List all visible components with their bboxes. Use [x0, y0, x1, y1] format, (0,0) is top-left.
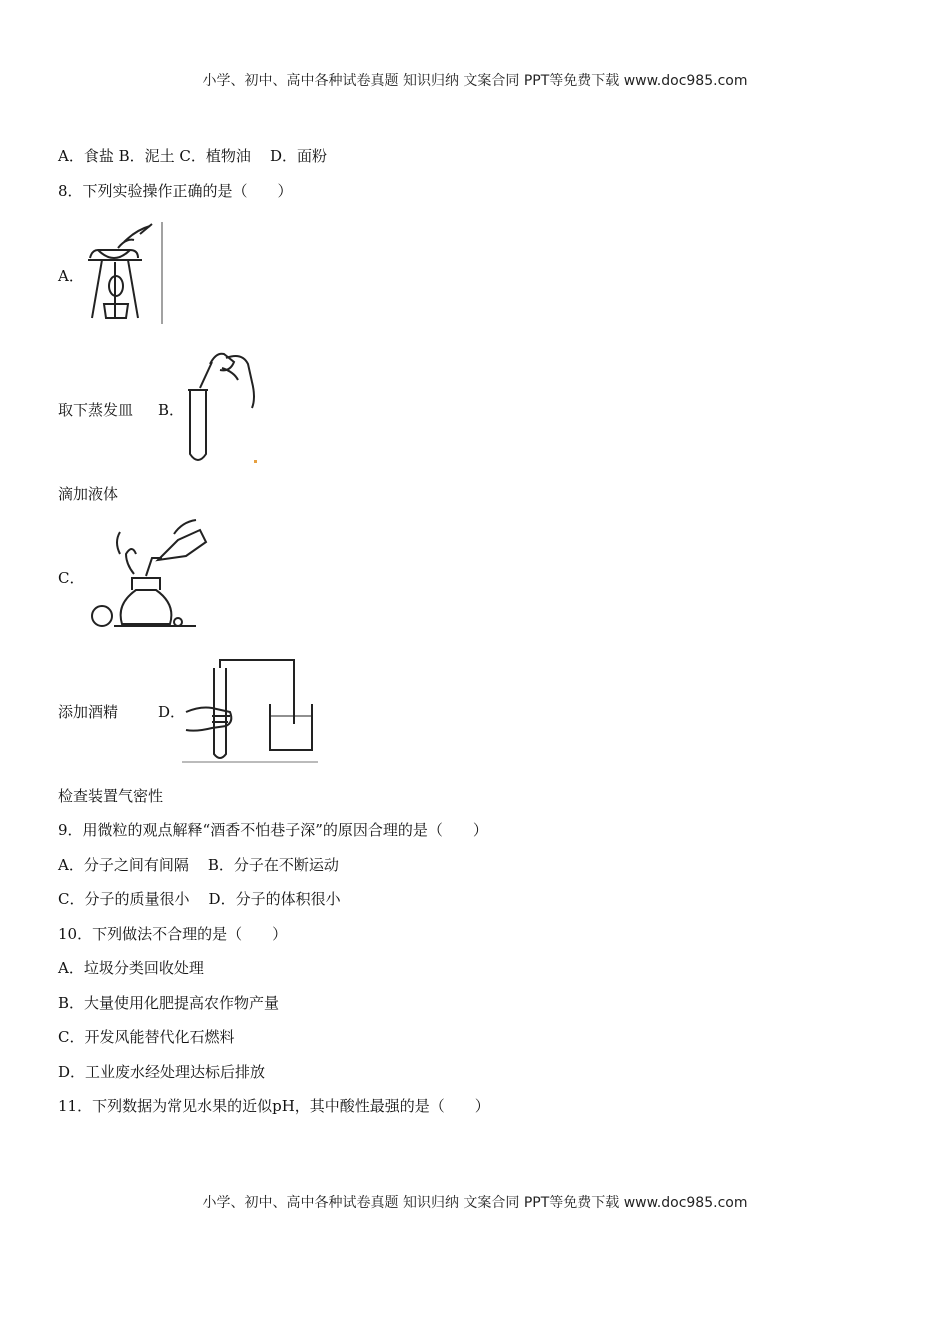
q8-option-d-letter: D．	[158, 703, 186, 721]
evaporating-dish-figure	[78, 220, 168, 326]
alcohol-lamp-figure	[86, 518, 210, 632]
q10-option-d: D．工业废水经处理达标后排放	[58, 1063, 266, 1081]
q10-stem: 10．下列做法不合理的是（ ）	[58, 925, 288, 943]
q8-option-a-caption: 取下蒸发皿	[58, 401, 134, 419]
q7-options: A．食盐 B．泥土 C．植物油 D．面粉	[58, 147, 327, 165]
q8-option-c-letter: C．	[58, 569, 85, 587]
q10-option-a: A．垃圾分类回收处理	[58, 959, 204, 977]
dropper-test-tube-figure	[182, 348, 262, 466]
q9-stem: 9．用微粒的观点解释“酒香不怕巷子深”的原因合理的是（ ）	[58, 821, 488, 839]
q10-option-b: B．大量使用化肥提高农作物产量	[58, 994, 280, 1012]
q10-option-c: C．开发风能替代化石燃料	[58, 1028, 235, 1046]
q8-option-a-letter: A．	[58, 267, 84, 285]
q8-option-b-letter: B．	[158, 401, 185, 419]
q8-stem: 8．下列实验操作正确的是（ ）	[58, 182, 293, 200]
q8-option-d-caption: 检查装置气密性	[58, 787, 164, 805]
q11-stem: 11．下列数据为常见水果的近似pH，其中酸性最强的是（ ）	[58, 1097, 490, 1115]
page-header: 小学、初中、高中各种试卷真题 知识归纳 文案合同 PPT等免费下载 www.doc985.com	[202, 73, 748, 89]
q9-options-row1: A．分子之间有间隔 B．分子在不断运动	[58, 856, 339, 874]
q9-options-row2: C．分子的质量很小 D．分子的体积很小	[58, 890, 341, 908]
page-footer: 小学、初中、高中各种试卷真题 知识归纳 文案合同 PPT等免费下载 www.doc985.com	[202, 1195, 748, 1211]
q8-option-c-caption: 添加酒精	[58, 703, 119, 721]
q8-option-b-caption: 滴加液体	[58, 485, 119, 503]
airtightness-check-figure	[182, 654, 318, 764]
